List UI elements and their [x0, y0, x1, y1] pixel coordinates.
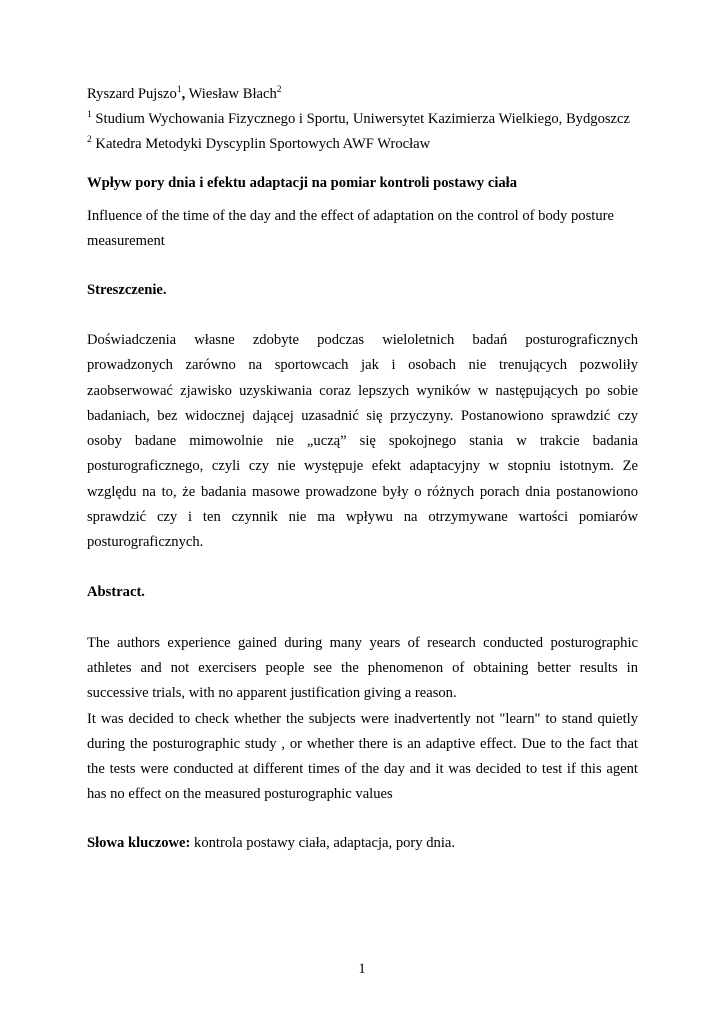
streszczenie-text: Doświadczenia własne zdobyte podczas wieloletnich badań posturograficznych prowadzonych zarówno na sportowcach jak i osobach nie trenujących pozwoliły zaobserwować zjawisko uzyskiwania coraz lepszych wyników w następujących po sobie badaniach, bez widocznej dającej uzasadnić się przyczyny. Postanowiono sprawdzić czy osoby badane mimowolnie nie „uczą” się spokojnego stania w trakcie badania posturograficznego, czyli czy nie występuje efekt adaptacyjny w stopniu istotnym. Ze względu na to, że badania masowe prowadzone były o różnych porach dnia postanowiono sprawdzić czy i ten czynnik nie ma wpływu na otrzymywane wartości pomiarów posturograficznych. — [87, 332, 638, 551]
keywords-label: Słowa kluczowe: — [87, 834, 191, 851]
abstract-paragraph: It was decided to check whether the subjects were inadvertently not "learn" to stand quietly during the posturographic study , or whether there is an adaptive effect. Due to the fact that the tests were conducted at different times of the day and it was decided to test if this agent has no effect on the measured posturographic values — [87, 710, 638, 803]
streszczenie-section — [87, 328, 638, 556]
author-name: Wiesław Błach — [185, 86, 277, 102]
abstract-heading: Abstract. — [87, 583, 145, 600]
keywords-line — [87, 831, 638, 856]
paper-title-english: Influence of the time of the day and the effect of adaptation on the control of body posture measurement — [87, 208, 614, 249]
paper-title-polish: Wpływ pory dnia i efektu adaptacji na pomiar kontroli postawy ciała — [87, 175, 518, 191]
affiliation-text: Studium Wychowania Fizycznego i Sportu, Uniwersytet Kazimierza Wielkiego, Bydgoszcz — [91, 111, 630, 127]
affiliation-line — [87, 132, 638, 157]
author-name: Ryszard Pujszo — [87, 86, 177, 102]
page-number: 1 — [358, 961, 366, 977]
affiliation-line — [87, 107, 638, 132]
streszczenie-heading: Streszczenie. — [87, 282, 167, 298]
author-separator: , — [181, 86, 186, 102]
affiliation-marker: 2 — [276, 85, 282, 95]
affiliation-marker: 1 — [176, 85, 182, 95]
keywords-text: kontrola postawy ciała, adaptacja, pory dnia. — [190, 834, 455, 851]
document-page — [87, 80, 638, 856]
author-line — [87, 82, 638, 107]
affiliation-marker: 1 — [87, 110, 92, 120]
affiliation-marker: 2 — [87, 135, 92, 145]
abstract-section — [87, 631, 638, 808]
affiliation-text: Katedra Metodyki Dyscyplin Sportowych AWF Wrocław — [91, 136, 431, 152]
abstract-paragraph: The authors experience gained during many years of research conducted posturographic athletes and not exercisers people see the phenomenon of obtaining better results in successive trials, with no apparent justification giving a reason. — [87, 634, 638, 702]
